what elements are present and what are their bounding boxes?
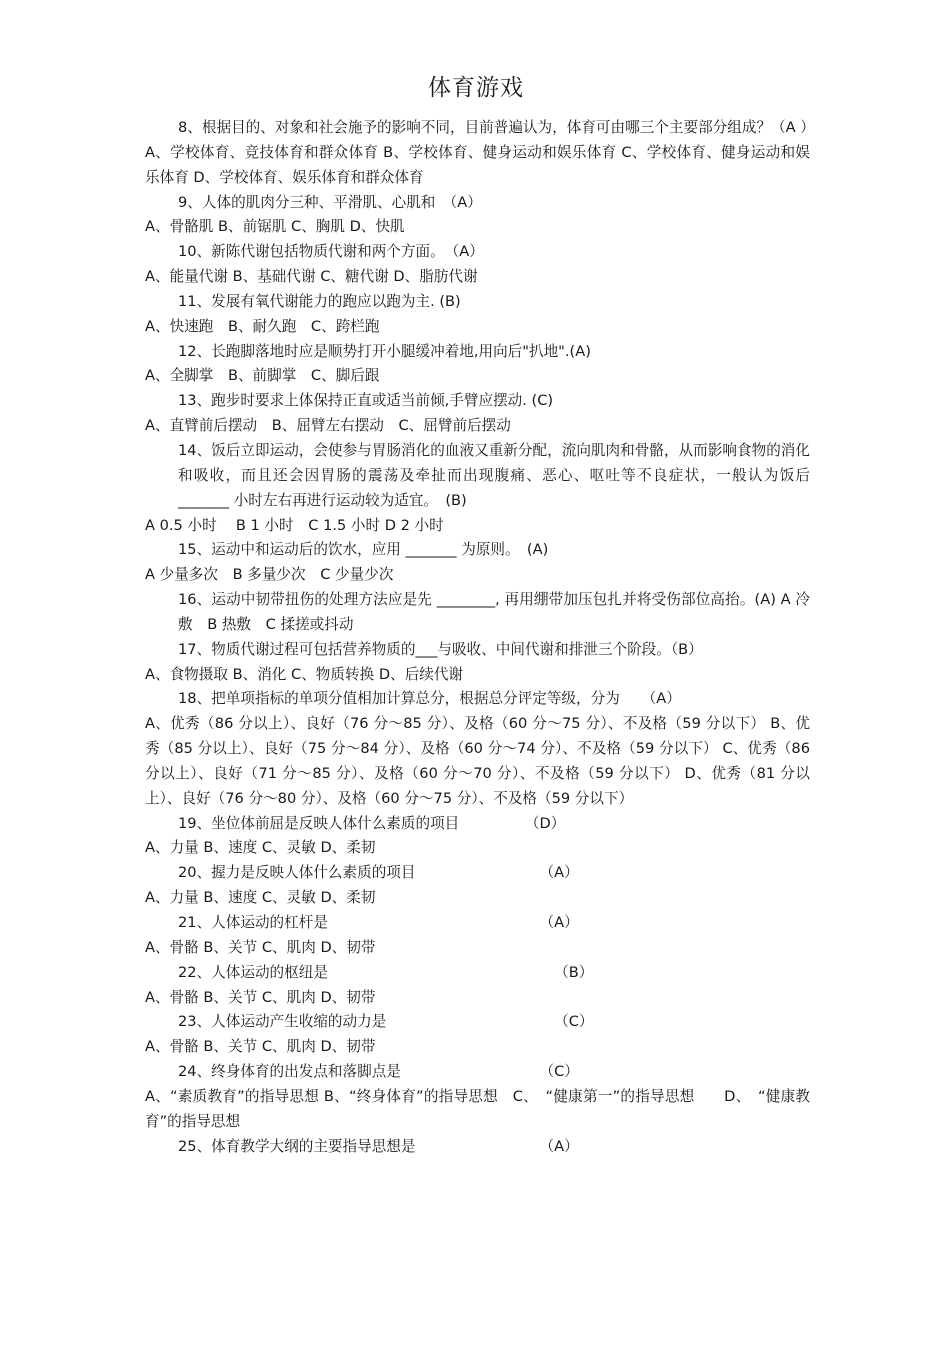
answer-options-line: A、学校体育、竞技体育和群众体育 B、学校体育、健身运动和娱乐体育 C、学校体育、健身运动和娱乐体育 D、学校体育、娱乐体育和群众体育 <box>145 143 810 186</box>
answer-options-line: A、骨骼肌 B、前锯肌 C、胸肌 D、快肌 <box>145 218 405 236</box>
answer-options-line: A、直臂前后摆动 B、屈臂左右摆动 C、屈臂前后摆动 <box>145 417 511 435</box>
question-line: 20、握力是反映人体什么素质的项目 （A） <box>178 864 579 882</box>
question-line: 21、人体运动的杠杆是 （A） <box>178 914 579 931</box>
document-body <box>145 116 815 1159</box>
question-line: 23、人体运动产生收缩的动力是 （C） <box>178 1013 594 1031</box>
answer-options-line: A、优秀（86 分以上）、良好（76 分～85 分）、及格（60 分～75 分）、不及格（59 分以下） B、优秀（85 分以上）、良好（75 分～84 分）、及格（60 分～74 分）、不及格（59 分以下） C、优秀（86 分以上）、良好（71 分～85 分）、及格（60 分～70 分）、不及格（59 分以下） D、优秀（81 分以上）、良好（76 分～80 分）、及格（60 分～75 分）、不及格（59 分以下） <box>145 715 810 807</box>
answer-options-line: A、“素质教育”的指导思想 B、“终身体育”的指导思想 C、 “健康第一”的指导思想 D、 “健康教育”的指导思想 <box>145 1087 810 1130</box>
question-line: 17、物质代谢过程可包括营养物质的___与吸收、中间代谢和排泄三个阶段。（B） <box>178 640 703 658</box>
question-line: 16、运动中韧带扭伤的处理方法应是先 ________, 再用绷带加压包扎并将受伤部位高抬。(A) A 冷敷 B 热敷 C 揉搓或抖动 <box>178 591 810 633</box>
question-line: 15、运动中和运动后的饮水，应用 _______ 为原则。 (A) <box>178 541 549 559</box>
answer-options-line: A、食物摄取 B、消化 C、物质转换 D、后续代谢 <box>145 665 464 683</box>
question-line: 22、人体运动的枢纽是 （B） <box>178 963 594 981</box>
question-line: 19、坐位体前屈是反映人体什么素质的项目 （D） <box>178 814 566 832</box>
answer-options-line: A、力量 B、速度 C、灵敏 D、柔韧 <box>145 839 376 857</box>
answer-options-line: A、骨骼 B、关节 C、肌肉 D、韧带 <box>145 938 376 956</box>
question-line: 25、体育教学大纲的主要指导思想是 （A） <box>178 1137 579 1155</box>
answer-options-line: A、骨骼 B、关节 C、肌肉 D、韧带 <box>145 1038 376 1056</box>
answer-options-line: A、力量 B、速度 C、灵敏 D、柔韧 <box>145 889 376 907</box>
answer-options-line: A、骨骼 B、关节 C、肌肉 D、韧带 <box>145 988 376 1006</box>
question-line: 13、跑步时要求上体保持正直或适当前倾,手臂应摆动. (C) <box>178 392 554 410</box>
question-line: 9、人体的肌肉分三种、平滑肌、心肌和 （A） <box>178 193 482 211</box>
answer-options-line: A 0.5 小时 B 1 小时 C 1.5 小时 D 2 小时 <box>145 516 444 534</box>
question-line: 14、饭后立即运动，会使参与胃肠消化的血液又重新分配，流向肌肉和骨骼，从而影响食物的消化和吸收，而且还会因胃肠的震荡及牵扯而出现腹痛、恶心、呕吐等不良症状，一般认为饭后 _______ 小时左右再进行运动较为适宜。 (B) <box>178 441 810 509</box>
document-title: 体育游戏 <box>428 75 524 101</box>
question-line: 12、长跑脚落地时应是顺势打开小腿缓冲着地,用向后"扒地".(A) <box>178 342 591 360</box>
answer-options-line: A 少量多次 B 多量少次 C 少量少次 <box>145 566 394 584</box>
question-line: 8、根据目的、对象和社会施予的影响不同，目前普遍认为，体育可由哪三个主要部分组成？（A ） <box>178 119 815 136</box>
question-line: 24、终身体育的出发点和落脚点是 （C） <box>178 1063 579 1081</box>
answer-options-line: A、快速跑 B、耐久跑 C、跨栏跑 <box>145 317 380 335</box>
question-line: 18、把单项指标的单项分值相加计算总分，根据总分评定等级，分为 （A） <box>178 690 681 708</box>
question-line: 10、新陈代谢包括物质代谢和两个方面。 （A） <box>178 243 484 261</box>
question-line: 11、发展有氧代谢能力的跑应以跑为主. (B) <box>178 292 461 310</box>
answer-options-line: A、全脚掌 B、前脚掌 C、脚后跟 <box>145 367 380 385</box>
answer-options-line: A、能量代谢 B、基础代谢 C、糖代谢 D、脂肪代谢 <box>145 268 478 286</box>
